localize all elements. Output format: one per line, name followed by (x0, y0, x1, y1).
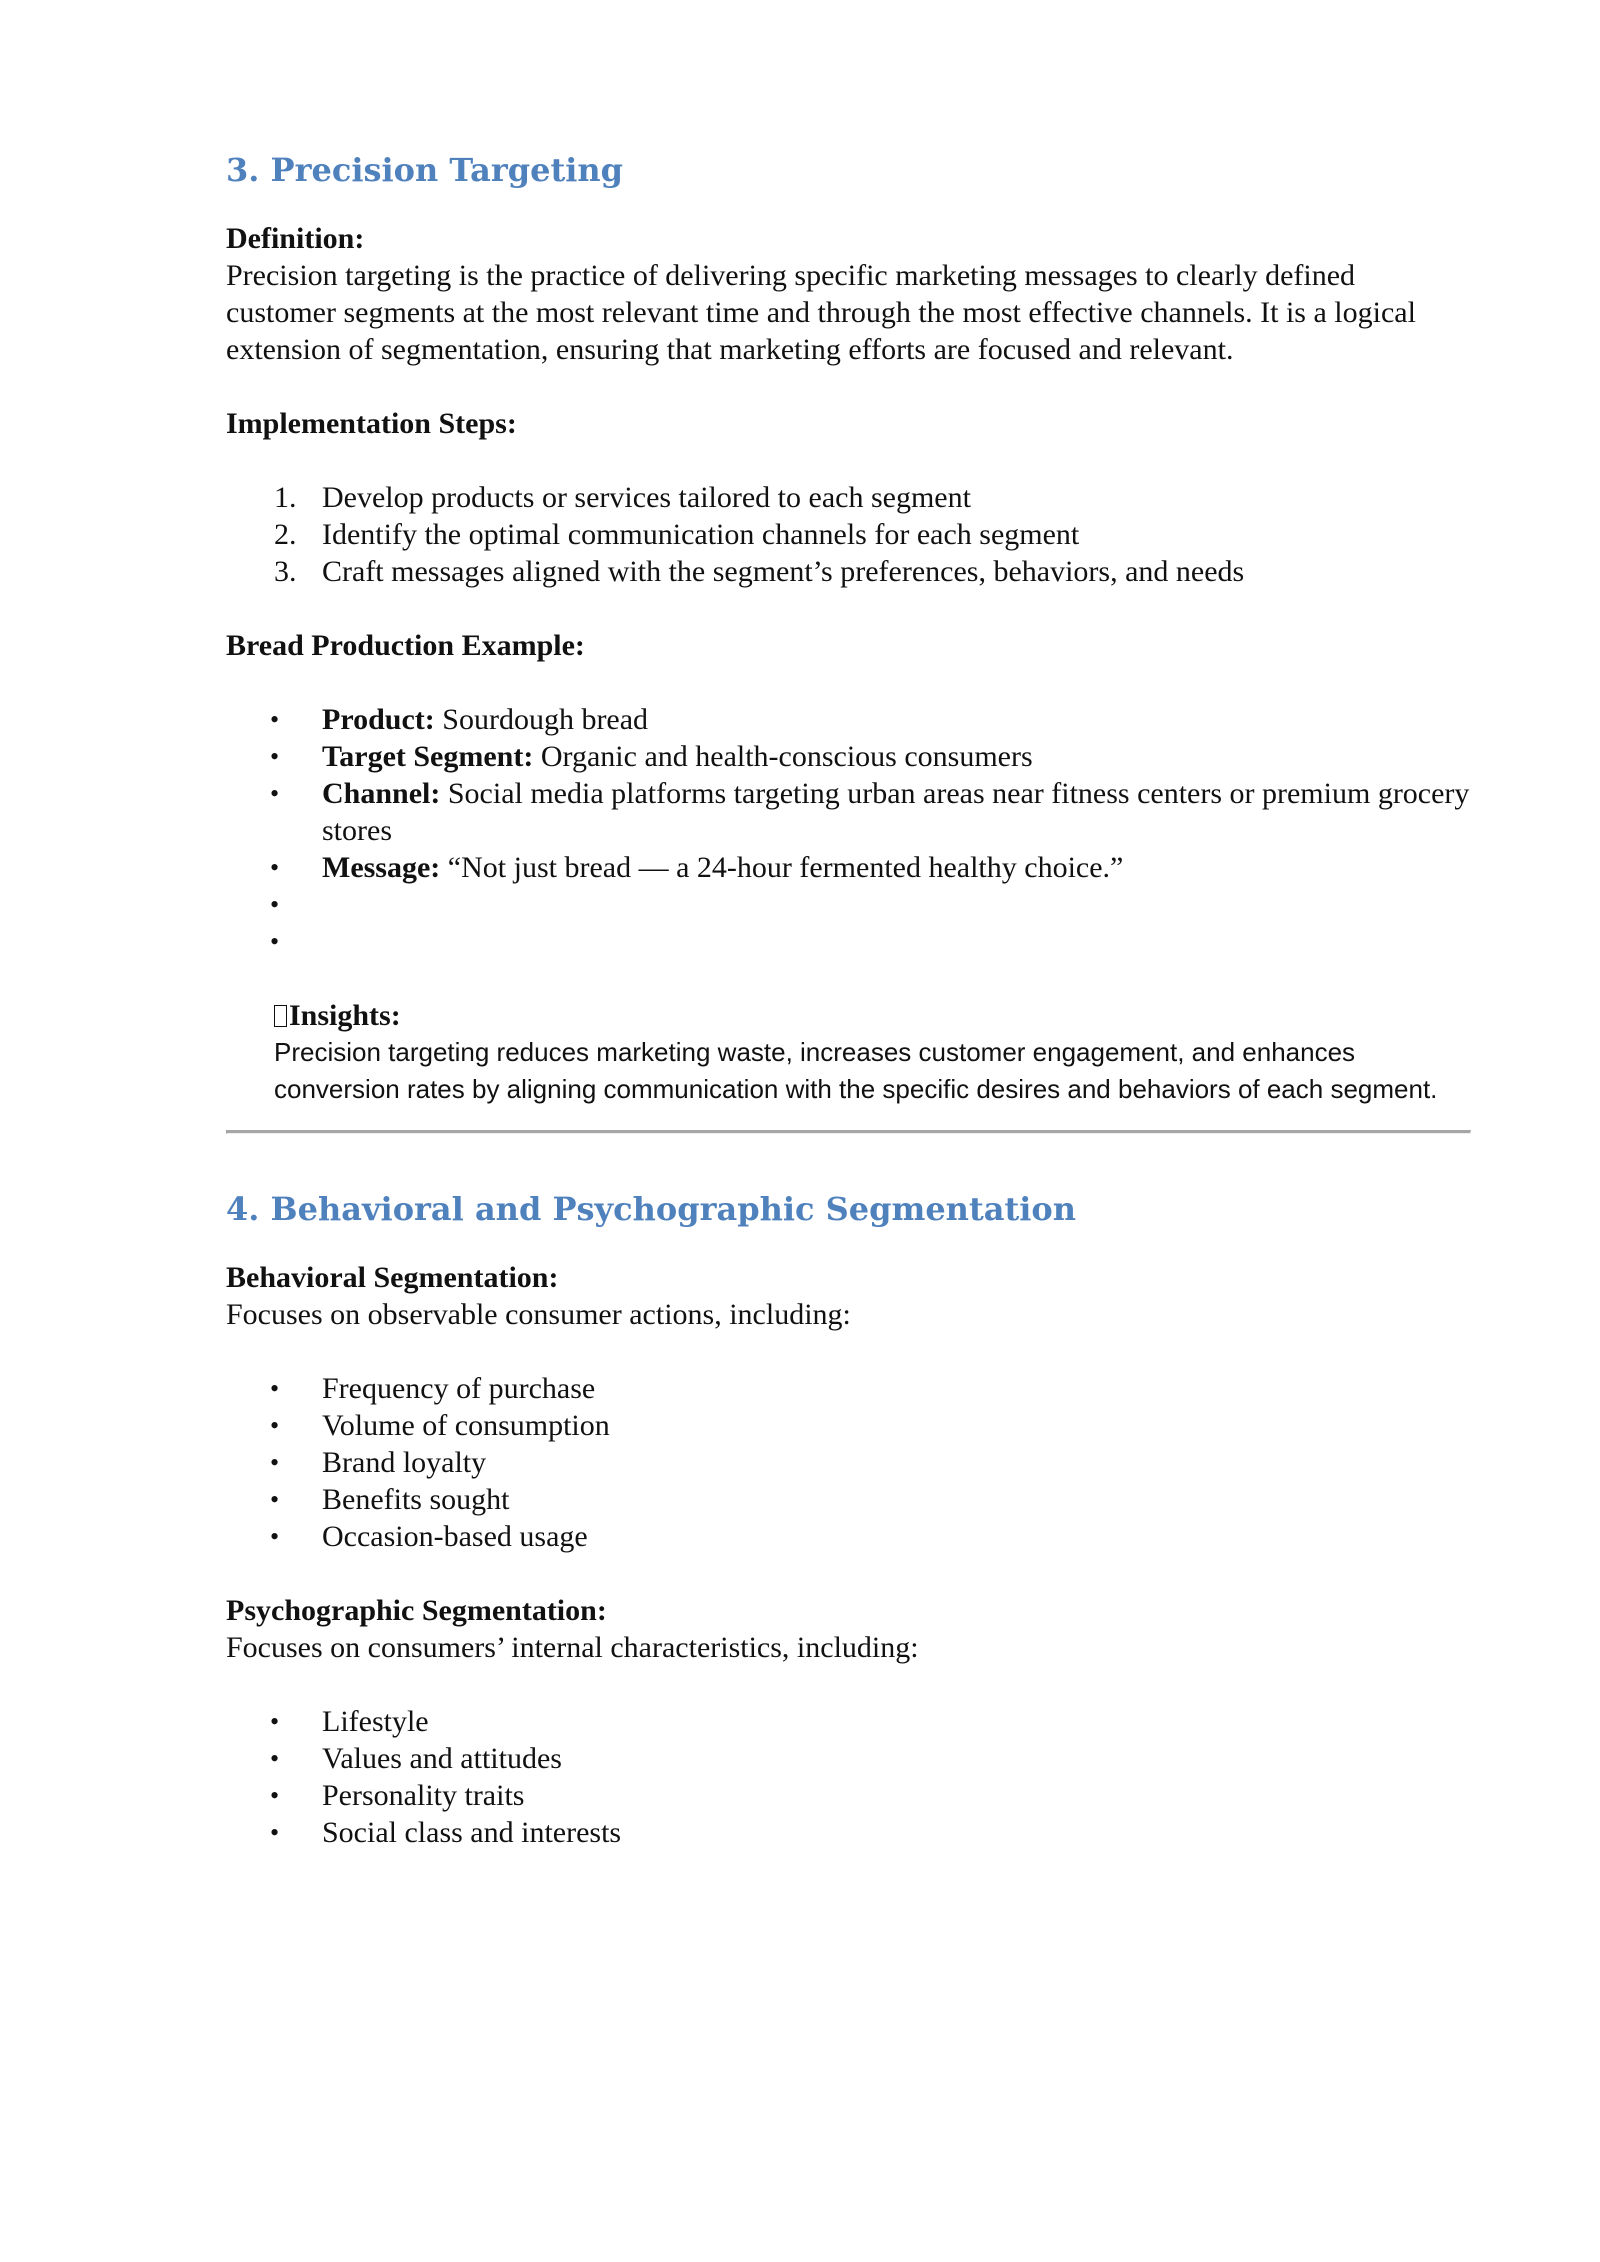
item-text: Brand loyalty (322, 1446, 487, 1479)
item-text: Occasion-based usage (322, 1520, 588, 1553)
behavioral-list (226, 1370, 1471, 1555)
list-number: 1. (274, 481, 297, 514)
bullet-icon: • (270, 779, 280, 808)
bullet-icon: • (270, 1485, 280, 1514)
list-item (226, 1740, 1471, 1777)
insights-block (226, 997, 1471, 1108)
item-label: Product: (322, 703, 435, 736)
list-item-text: Develop products or services tailored to each segment (322, 481, 971, 514)
bullet-icon: • (270, 705, 280, 734)
item-text: Organic and health-conscious consumers (533, 740, 1033, 773)
list-item-empty (226, 923, 1471, 960)
item-text: Social class and interests (322, 1816, 622, 1849)
item-label: Channel: (322, 777, 441, 810)
bullet-icon: • (270, 1744, 280, 1773)
bullet-icon: • (270, 927, 280, 956)
bullet-icon: • (270, 742, 280, 771)
list-item (226, 1481, 1471, 1518)
behavioral-label: Behavioral Segmentation: (226, 1261, 559, 1294)
item-text: Benefits sought (322, 1483, 510, 1516)
insights-title-text: Insights: (289, 999, 401, 1032)
item-text: Frequency of purchase (322, 1372, 596, 1405)
item-text: Lifestyle (322, 1705, 429, 1738)
behavioral-text: Focuses on observable consumer actions, including: (226, 1298, 851, 1331)
item-text: Personality traits (322, 1779, 525, 1812)
bullet-icon: • (270, 890, 280, 919)
item-label: Target Segment: (322, 740, 534, 773)
list-item (226, 701, 1471, 738)
definition-text: Precision targeting is the practice of delivering specific marketing messages to clearly defined customer segments at the most relevant time and through the most effective channels. It is a logical extension of segmentation, ensuring that marketing efforts are focused and relevant. (226, 259, 1416, 366)
list-item (226, 1370, 1471, 1407)
list-item (226, 553, 1471, 590)
psychographic-text: Focuses on consumers’ internal characteristics, including: (226, 1631, 919, 1664)
list-item (226, 849, 1471, 886)
list-item (226, 775, 1471, 849)
bullet-icon: • (270, 1781, 280, 1810)
implementation-steps-list (226, 479, 1471, 590)
insights-text: Precision targeting reduces marketing waste, increases customer engagement, and enhances conversion rates by aligning communication with the specific desires and behaviors of each segment. (274, 1037, 1438, 1104)
list-item (226, 1777, 1471, 1814)
list-number: 3. (274, 555, 297, 588)
bullet-icon: • (270, 1818, 280, 1847)
missing-glyph-icon (274, 1005, 287, 1027)
item-text: Social media platforms targeting urban areas near fitness centers or premium grocery stores (322, 777, 1470, 847)
list-item-empty (226, 886, 1471, 923)
item-text: “Not just bread — a 24-hour fermented healthy choice.” (440, 851, 1124, 884)
list-item (226, 479, 1471, 516)
item-text: Volume of consumption (322, 1409, 610, 1442)
insights-title (274, 997, 1471, 1034)
item-text: Values and attitudes (322, 1742, 562, 1775)
bread-example-label: Bread Production Example: (226, 629, 585, 662)
bread-example-list (226, 701, 1471, 960)
list-item-text: Identify the optimal communication channels for each segment (322, 518, 1080, 551)
bullet-icon: • (270, 1707, 280, 1736)
list-item (226, 1814, 1471, 1851)
psychographic-list (226, 1703, 1471, 1851)
list-item (226, 1407, 1471, 1444)
implementation-steps-label: Implementation Steps: (226, 407, 517, 440)
list-number: 2. (274, 518, 297, 551)
section-4-heading: 4. Behavioral and Psychographic Segmentation (226, 1190, 1076, 1228)
item-text: Sourdough bread (434, 703, 649, 736)
list-item (226, 516, 1471, 553)
list-item (226, 1703, 1471, 1740)
list-item (226, 1518, 1471, 1555)
list-item (226, 1444, 1471, 1481)
section-3-heading: 3. Precision Targeting (226, 151, 624, 189)
bullet-icon: • (270, 1411, 280, 1440)
bullet-icon: • (270, 1374, 280, 1403)
definition-label: Definition: (226, 222, 365, 255)
bullet-icon: • (270, 1522, 280, 1551)
bullet-icon: • (270, 853, 280, 882)
item-label: Message: (322, 851, 441, 884)
document-page (226, 140, 1471, 1851)
psychographic-label: Psychographic Segmentation: (226, 1594, 607, 1627)
bullet-icon: • (270, 1448, 280, 1477)
list-item (226, 738, 1471, 775)
list-item-text: Craft messages aligned with the segment’s preferences, behaviors, and needs (322, 555, 1245, 588)
